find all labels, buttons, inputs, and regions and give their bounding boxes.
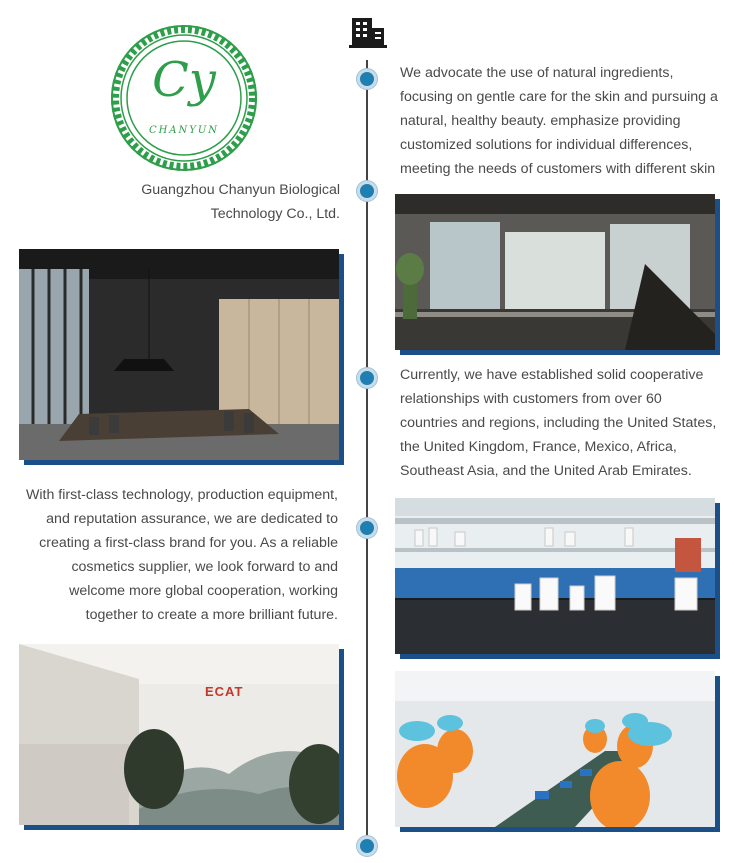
company-name-line1: Guangzhou Chanyun Biological [141, 182, 340, 198]
photo-laboratory [395, 498, 720, 659]
photo-lobby-escalator [395, 194, 720, 355]
company-name [60, 178, 340, 226]
company-logo [110, 24, 258, 172]
photo-lobby-wall [19, 644, 344, 830]
paragraph-cooperation: Currently, we have established solid cooperative relationships with customers from over 60 countries and regions, including the United States, the United Kingdom, France, Mexico, Africa, Southeast Asia, and the United Arab Emirates. [400, 367, 717, 479]
logo-monogram: Cy [152, 52, 216, 108]
paragraph-brand-promise: With first-class technology, production equipment, and reputation assurance, we are dedicated to creating a first-class brand for you. As a reliable cosmetics supplier, we look forward to and welcome more global cooperation, working together to create a more brilliant future. [25, 487, 338, 623]
photo-production-line [395, 671, 720, 832]
company-name-line2: Technology Co., Ltd. [210, 206, 340, 222]
timeline-dot [357, 518, 377, 538]
photo-conference-room [19, 249, 344, 465]
timeline-dot [357, 69, 377, 89]
lobby-sign: ECAT [205, 684, 244, 699]
timeline-line [366, 60, 368, 850]
timeline-dot [357, 181, 377, 201]
timeline-dot [357, 368, 377, 388]
building-icon [349, 16, 387, 50]
paragraph-natural-ingredients: We advocate the use of natural ingredients, focusing on gentle care for the skin and pursuing a natural, healthy beauty. emphasize providing customized solutions for individual differences, meeting the needs of customers with different skin [400, 65, 718, 177]
logo-text: CHANYUN [148, 125, 220, 136]
timeline-dot [357, 836, 377, 856]
